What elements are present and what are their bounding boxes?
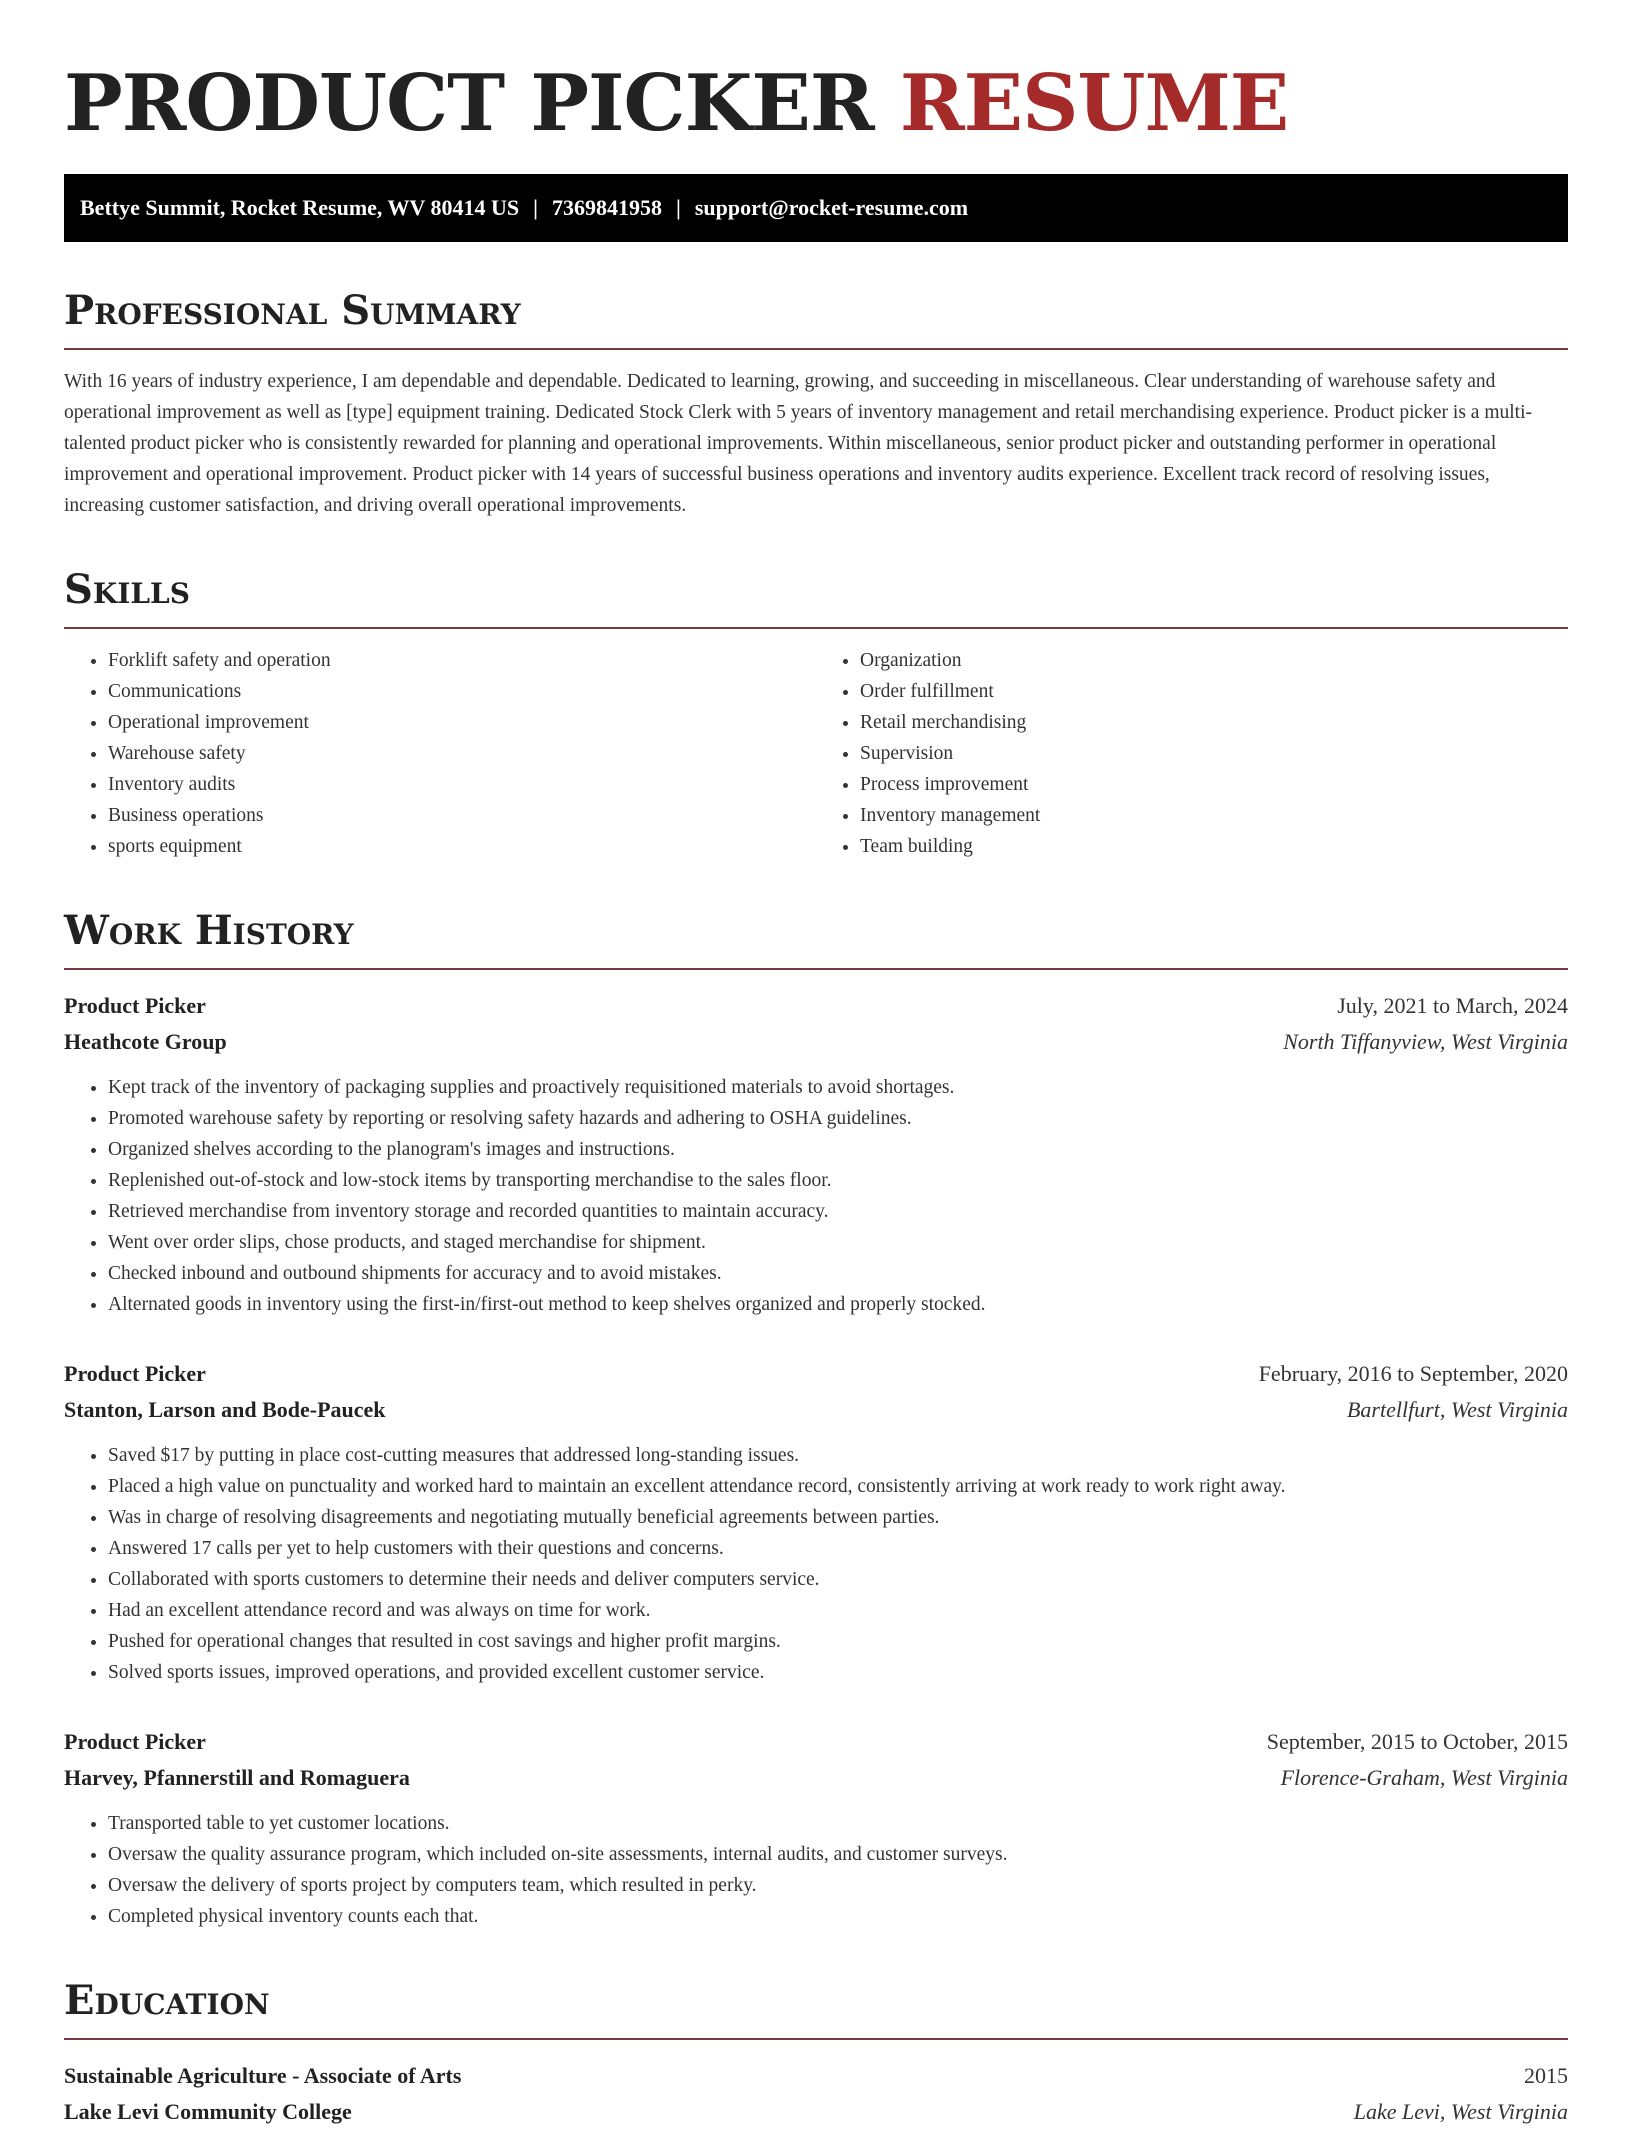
skills-right-list xyxy=(816,645,1568,862)
contact-email: support@rocket-resume.com xyxy=(694,195,969,220)
contact-bar xyxy=(64,174,1568,242)
education-year: 2015 xyxy=(1524,2063,1568,2088)
job-title-row xyxy=(64,1356,1568,1392)
skill-item: • sports equipment xyxy=(108,831,816,862)
job-title: Product Picker xyxy=(64,1361,206,1386)
job-bullet: • Oversaw the quality assurance program, which included on-site assessments, internal audits, and customer surveys. xyxy=(108,1839,1568,1870)
job-bullet: • Was in charge of resolving disagreements and negotiating mutually beneficial agreements between parties. xyxy=(108,1502,1568,1533)
skill-item: • Forklift safety and operation xyxy=(108,645,816,676)
education-section xyxy=(64,1976,1568,2130)
job-dates: February, 2016 to September, 2020 xyxy=(1258,1361,1568,1386)
skill-item: • Order fulfillment xyxy=(860,676,1568,707)
job-dates: July, 2021 to March, 2024 xyxy=(1337,993,1568,1018)
skills-left-list xyxy=(64,645,816,862)
education-degree-row xyxy=(64,2058,1568,2094)
job-bullet: • Completed physical inventory counts each that. xyxy=(108,1901,1568,1932)
education-entry xyxy=(64,2058,1568,2130)
skill-item: • Inventory audits xyxy=(108,769,816,800)
job-bullet: • Placed a high value on punctuality and worked hard to maintain an excellent attendance record, consistently arriving at work ready to work right away. xyxy=(108,1471,1568,1502)
job-bullet: • Pushed for operational changes that resulted in cost savings and higher profit margins. xyxy=(108,1626,1568,1657)
job-location: Bartellfurt, West Virginia xyxy=(1346,1397,1568,1422)
title-main: PRODUCT PICKER xyxy=(64,58,874,149)
contact-separator: | xyxy=(533,195,539,220)
job-title: Product Picker xyxy=(64,993,206,1018)
summary-heading: Professional Summary xyxy=(64,286,1568,350)
skill-item: • Retail merchandising xyxy=(860,707,1568,738)
skills-section xyxy=(64,565,1568,862)
resume-title xyxy=(64,54,1568,154)
job-bullet: • Transported table to yet customer locations. xyxy=(108,1808,1568,1839)
job-company-row xyxy=(64,1392,1568,1428)
skill-item: • Organization xyxy=(860,645,1568,676)
summary-section xyxy=(64,286,1568,521)
contact-separator: | xyxy=(676,195,681,220)
job-dates: September, 2015 to October, 2015 xyxy=(1266,1729,1568,1754)
job-bullet: • Organized shelves according to the planogram's images and instructions. xyxy=(108,1134,1568,1165)
job-company: Heathcote Group xyxy=(64,1029,227,1054)
education-heading: Education xyxy=(64,1976,1568,2040)
education-school: Lake Levi Community College xyxy=(64,2099,352,2124)
skills-heading: Skills xyxy=(64,565,1568,629)
job-bullets xyxy=(64,1808,1568,1932)
job-title-row xyxy=(64,1724,1568,1760)
job-title: Product Picker xyxy=(64,1729,206,1754)
job-bullet: • Answered 17 calls per yet to help customers with their questions and concerns. xyxy=(108,1533,1568,1564)
work-history-heading: Work History xyxy=(64,906,1568,970)
job-bullet: • Went over order slips, chose products, and staged merchandise for shipment. xyxy=(108,1227,1568,1258)
job-title-row xyxy=(64,988,1568,1024)
job-bullets xyxy=(64,1440,1568,1688)
skill-item: • Process improvement xyxy=(860,769,1568,800)
job-bullet: • Kept track of the inventory of packaging supplies and proactively requisitioned materials to avoid shortages. xyxy=(108,1072,1568,1103)
skill-item: • Communications xyxy=(108,676,816,707)
job-bullet: • Oversaw the delivery of sports project by computers team, which resulted in perky. xyxy=(108,1870,1568,1901)
contact-phone: 7369841958 xyxy=(552,195,663,220)
job-entry xyxy=(64,988,1568,1320)
job-company-row xyxy=(64,1760,1568,1796)
job-bullet: • Collaborated with sports customers to determine their needs and deliver computers service. xyxy=(108,1564,1568,1595)
contact-address: Bettye Summit, Rocket Resume, WV 80414 US xyxy=(80,195,520,220)
job-location: Florence-Graham, West Virginia xyxy=(1280,1765,1568,1790)
job-bullet: • Solved sports issues, improved operations, and provided excellent customer service. xyxy=(108,1657,1568,1688)
job-company: Harvey, Pfannerstill and Romaguera xyxy=(64,1765,410,1790)
job-bullet: • Retrieved merchandise from inventory storage and recorded quantities to maintain accuracy. xyxy=(108,1196,1568,1227)
skill-item: • Team building xyxy=(860,831,1568,862)
job-bullet: • Promoted warehouse safety by reporting or resolving safety hazards and adhering to OSHA guidelines. xyxy=(108,1103,1568,1134)
job-bullets xyxy=(64,1072,1568,1320)
skill-item: • Business operations xyxy=(108,800,816,831)
summary-text: With 16 years of industry experience, I am dependable and dependable. Dedicated to learning, growing, and succeeding in miscellaneous. Clear understanding of warehouse safety and operational improvement as well as [type] equipment training. Dedicated Stock Clerk with 5 years of inventory management and retail merchandising experience. Product picker is a multi-talented product picker who is consistently rewarded for planning and operational improvements. Within miscellaneous, senior product picker and outstanding performer in operational improvement and operational improvement. Product picker with 14 years of successful business operations and inventory audits experience. Excellent track record of resolving issues, increasing customer satisfaction, and driving overall operational improvements. xyxy=(64,371,1532,516)
work-history-section xyxy=(64,906,1568,1932)
skill-item: • Inventory management xyxy=(860,800,1568,831)
job-company-row xyxy=(64,1024,1568,1060)
job-bullet: • Had an excellent attendance record and was always on time for work. xyxy=(108,1595,1568,1626)
education-school-row xyxy=(64,2094,1568,2130)
job-bullet: • Saved $17 by putting in place cost-cutting measures that addressed long-standing issues. xyxy=(108,1440,1568,1471)
skills-columns xyxy=(64,645,1568,862)
skill-item: • Operational improvement xyxy=(108,707,816,738)
education-location: Lake Levi, West Virginia xyxy=(1353,2099,1568,2124)
job-bullet: • Replenished out-of-stock and low-stock items by transporting merchandise to the sales floor. xyxy=(108,1165,1568,1196)
job-location: North Tiffanyview, West Virginia xyxy=(1283,1029,1568,1054)
job-bullet: • Alternated goods in inventory using the first-in/first-out method to keep shelves organized and properly stocked. xyxy=(108,1289,1568,1320)
skill-item: • Warehouse safety xyxy=(108,738,816,769)
job-company: Stanton, Larson and Bode-Paucek xyxy=(64,1397,386,1422)
job-entry xyxy=(64,1356,1568,1688)
education-degree: Sustainable Agriculture - Associate of Arts xyxy=(64,2063,462,2088)
job-entry xyxy=(64,1724,1568,1932)
job-bullet: • Checked inbound and outbound shipments for accuracy and to avoid mistakes. xyxy=(108,1258,1568,1289)
skill-item: • Supervision xyxy=(860,738,1568,769)
title-accent: RESUME xyxy=(899,58,1289,149)
